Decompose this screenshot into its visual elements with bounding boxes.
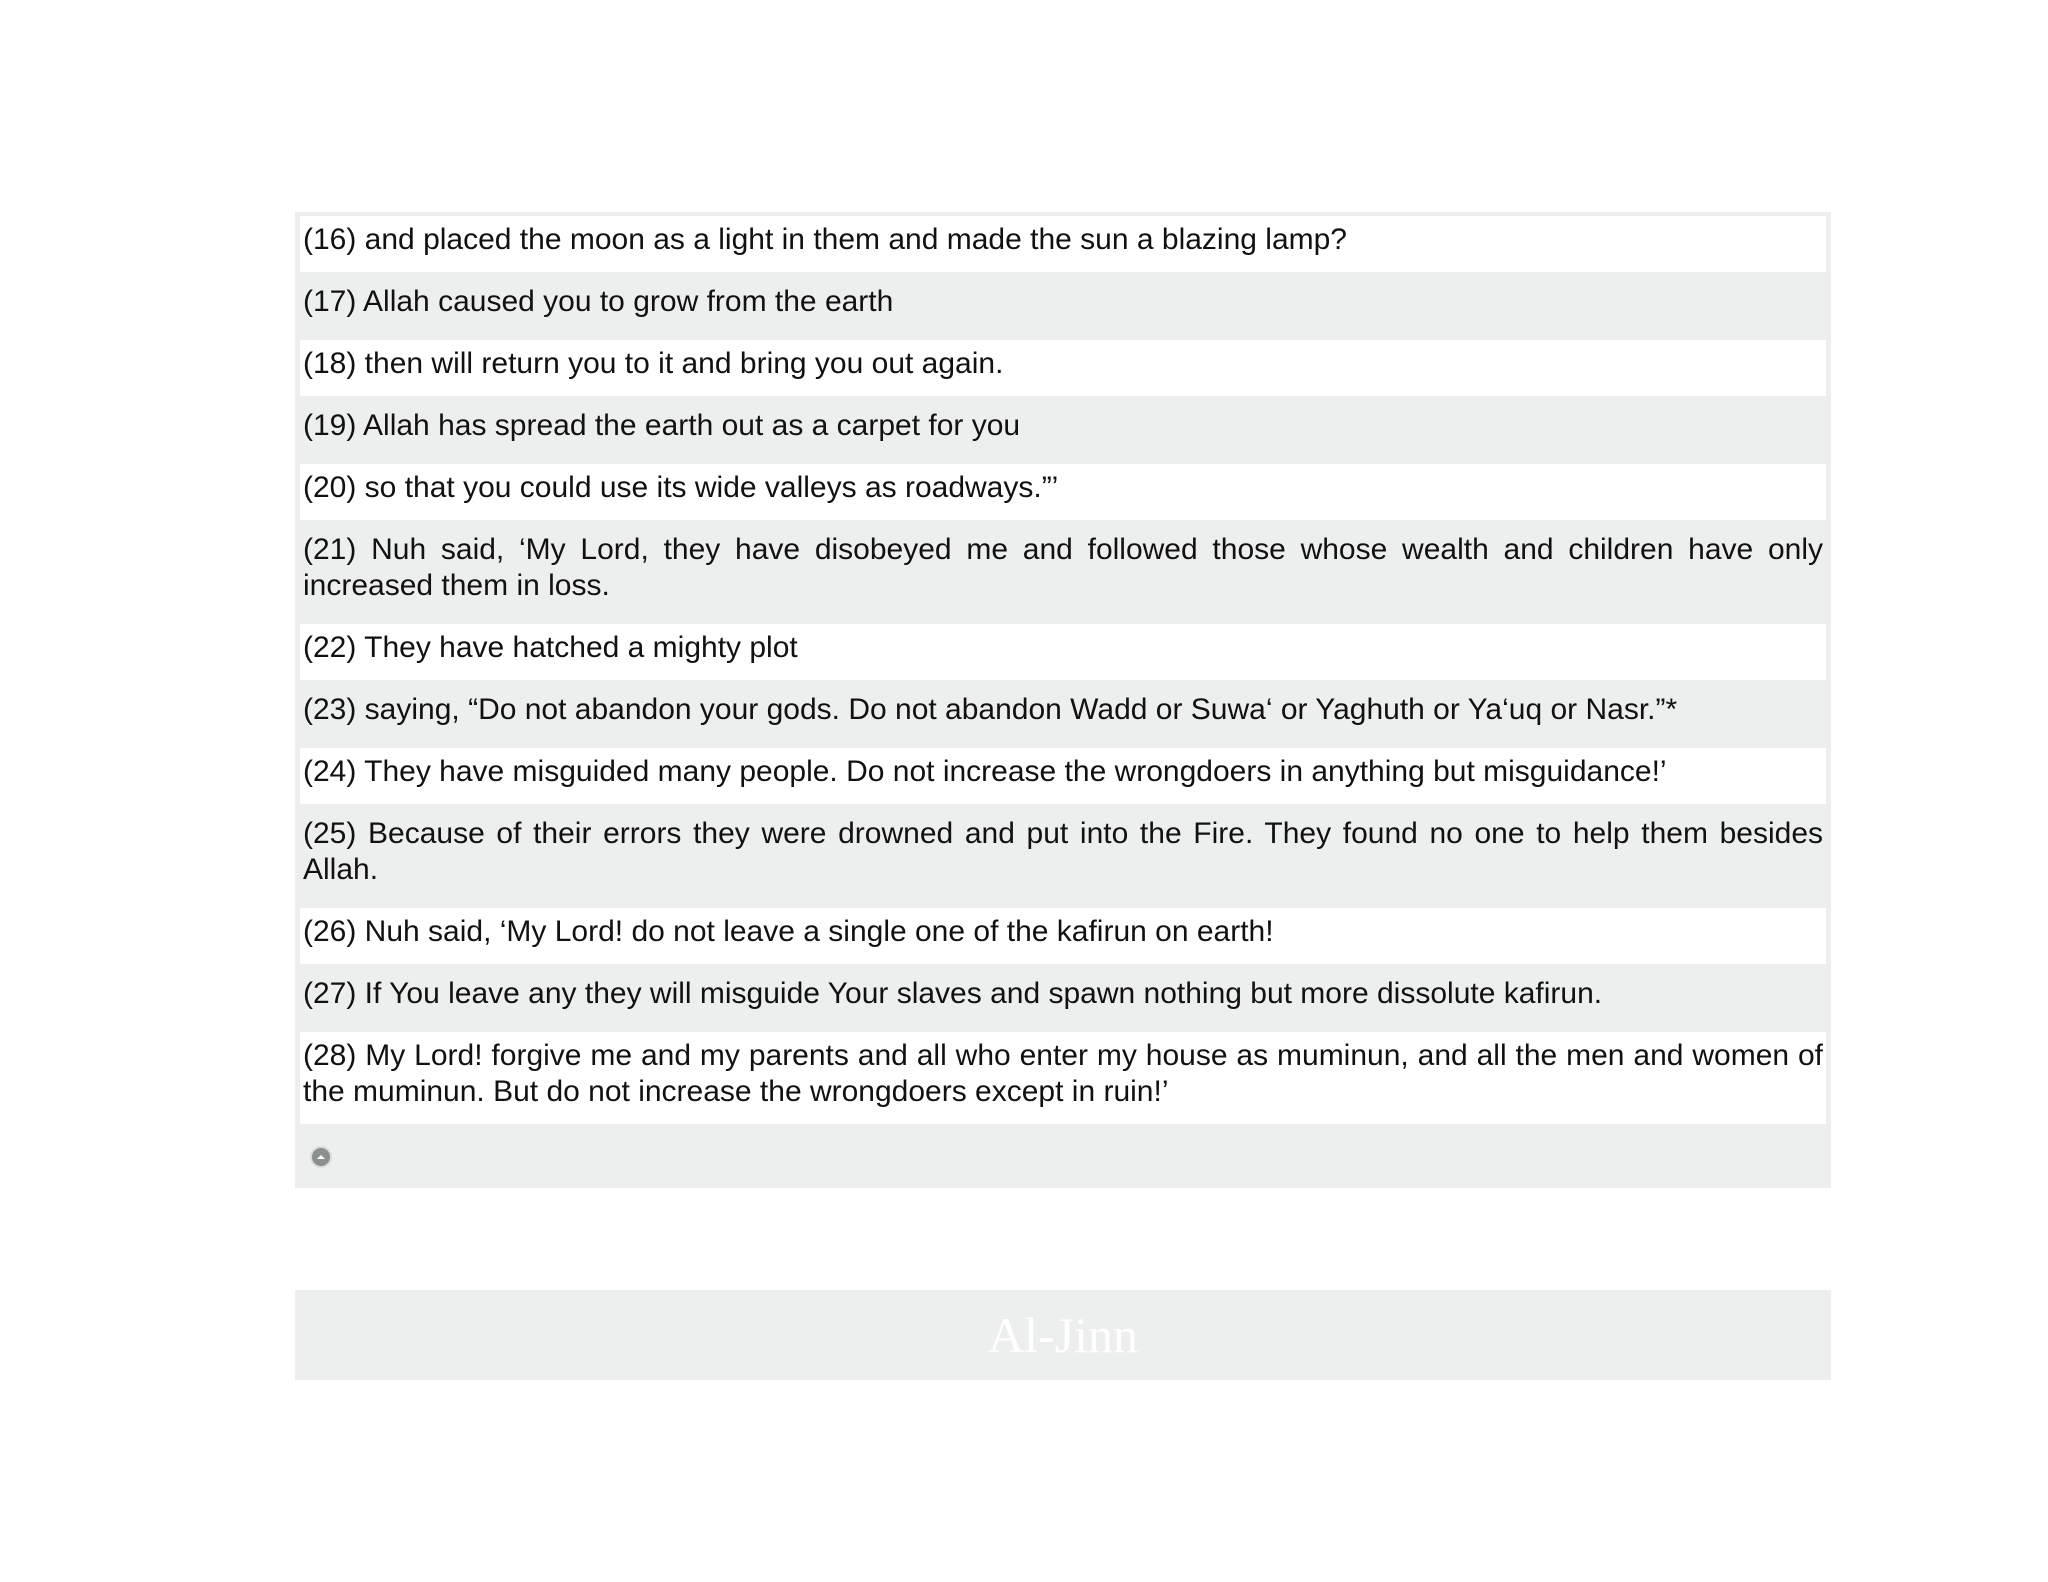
verse-row: (21) Nuh said, ‘My Lord, they have disobeyed me and followed those whose wealth and children have only increased them in loss. [300, 526, 1826, 618]
verse-row: (28) My Lord! forgive me and my parents and all who enter my house as muminun, and all the men and women of the muminun. But do not increase the wrongdoers except in ruin!’ [300, 1032, 1826, 1124]
verse-row: (25) Because of their errors they were drowned and put into the Fire. They found no one to help them besides Allah. [300, 810, 1826, 902]
verse-row: (24) They have misguided many people. Do not increase the wrongdoers in anything but misguidance!’ [300, 748, 1826, 804]
table-footer [300, 1130, 1826, 1188]
verse-row: (20) so that you could use its wide valleys as roadways.”’ [300, 464, 1826, 520]
next-surah-banner[interactable] [295, 1290, 1831, 1380]
back-to-top-icon[interactable] [310, 1146, 332, 1168]
verse-row: (16) and placed the moon as a light in them and made the sun a blazing lamp? [300, 216, 1826, 272]
next-surah-title: Al-Jinn [988, 1307, 1138, 1363]
verse-row: (18) then will return you to it and bring you out again. [300, 340, 1826, 396]
verse-row: (23) saying, “Do not abandon your gods. Do not abandon Wadd or Suwa‘ or Yaghuth or Ya‘uq or Nasr.”* [300, 686, 1826, 742]
verse-row: (22) They have hatched a mighty plot [300, 624, 1826, 680]
verse-table [295, 212, 1831, 1188]
verse-row: (19) Allah has spread the earth out as a carpet for you [300, 402, 1826, 458]
verse-row: (26) Nuh said, ‘My Lord! do not leave a single one of the kafirun on earth! [300, 908, 1826, 964]
verse-row: (27) If You leave any they will misguide Your slaves and spawn nothing but more dissolute kafirun. [300, 970, 1826, 1026]
verse-row: (17) Allah caused you to grow from the earth [300, 278, 1826, 334]
